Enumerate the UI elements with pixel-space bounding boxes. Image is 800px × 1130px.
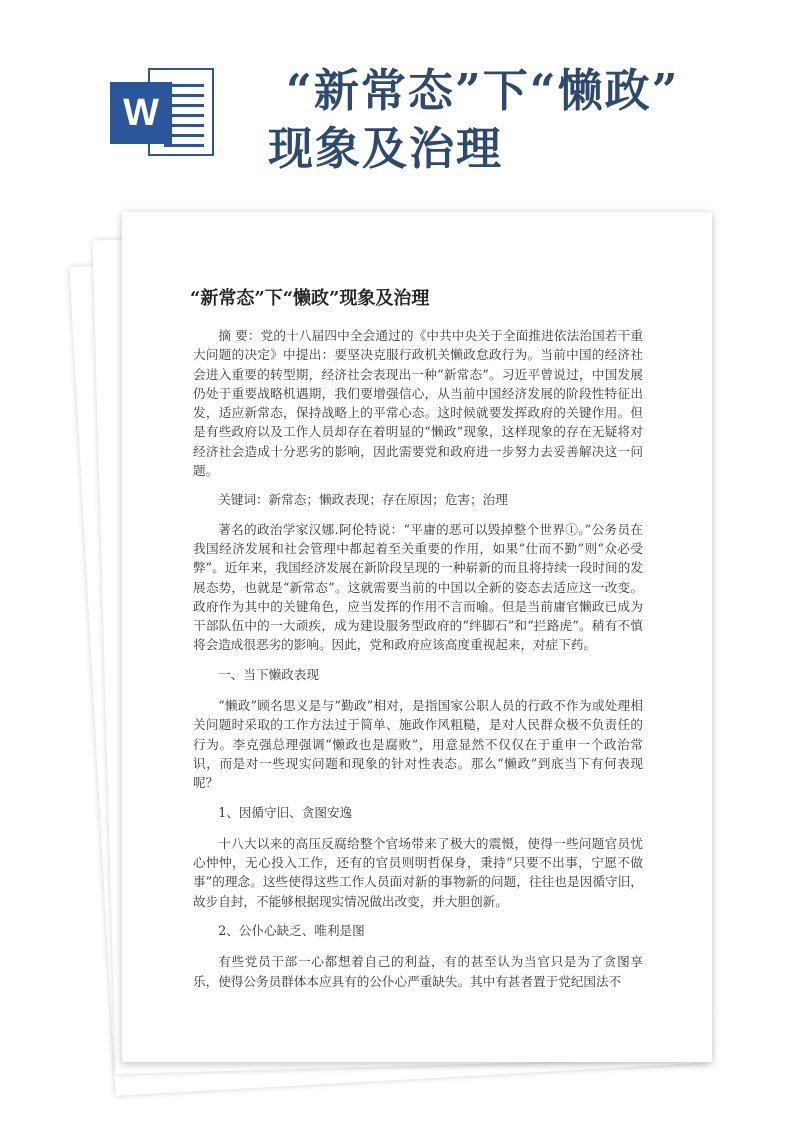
subsection-heading-2: 2、公仆心缺乏、唯利是图 [218, 923, 365, 939]
intro-paragraph: 著名的政治学家汉娜.阿伦特说：“平庸的恶可以毁掉整个世界①。”公务员在我国经济发展和社会管理中都起着至关重要的作用，如果“仕而不勤”则“众必受弊”。近年来，我国经济发展在新阶段呈现的一种崭新的而且将持续一段时间的发展态势，也就是“新常态”。这就需要当前的中国以全新的姿态去适应这一改变。政府作为其中的关键角色，应当发挥的作用不言而喻。但是当前庸官懒政已成为干部队伍中的一大顽疾，成为建设服务型政府的“绊脚石”和“拦路虎”。稍有不慎将会造成很恶劣的影响。因此，党和政府应该高度重视起来，对症下药。 [193, 521, 643, 653]
cover-title-line2: 现象及治理 [268, 122, 504, 175]
subsection-2-paragraph: 有些党员干部一心都想着自己的利益，有的甚至认为当官只是为了贪图享乐，使得公务员群体本应具有的公仆心严重缺失。其中有甚者置于党纪国法不 [193, 954, 643, 989]
subsection-heading-1: 1、因循守旧、贪图安逸 [218, 804, 353, 820]
subsection-1-paragraph: 十八大以来的高压反腐给整个官场带来了极大的震慑，使得一些问题官员忧心忡忡，无心投入工作，还有的官员则明哲保身，秉持“只要不出事，宁愿不做事”的理念。这些使得这些工作人员面对新的事物新的问题，往往也是因循守旧，故步自封，不能够根据现实情况做出改变，并大胆创新。 [193, 835, 643, 909]
abstract-paragraph: 摘 要：党的十八届四中全会通过的《中共中央关于全面推进依法治国若干重大问题的决定》中提出：要坚决克服行政机关懒政怠政行为。当前中国的经济社会进入重要的转型期，经济社会表现出一种“新常态”。习近平曾说过，中国发展仍处于重要战略机遇期，我们要增强信心，从当前中国经济发展的阶段性特征出发，适应新常态，保持战略上的平常心态。这时候就要发挥政府的关键作用。但是有些政府以及工作人员却存在着明显的“懒政”现象，这样现象的存在无疑将对经济社会造成十分恶劣的影响，因此需要党和政府进一步努力去妥善解决这一问题。 [193, 328, 643, 479]
word-letter-badge: W [110, 82, 172, 144]
cover-title [268, 62, 788, 178]
cover-title-line1: “新常态”下“懒政” [286, 64, 680, 117]
word-document-icon [110, 68, 214, 156]
keywords-paragraph: 关键词：新常态；懒政表现；存在原因；危害；治理 [218, 492, 508, 508]
section-1-paragraph: “懒政”顾名思义是与“勤政”相对，是指国家公职人员的行政不作为或处理相关问题时采取的工作方法过于简单、施政作风粗糙，是对人民群众极不负责任的行为。李克强总理强调“懒政也是腐败”，用意显然不仅仅在于重申一个政治常识，而是对一些现实问题和现象的针对性表态。那么“懒政”到底当下有何表现呢？ [193, 698, 643, 791]
section-heading-1: 一、当下懒政表现 [218, 666, 319, 682]
document-body [193, 326, 643, 1001]
document-title: “新常态”下“懒政”现象及治理 [190, 288, 430, 309]
